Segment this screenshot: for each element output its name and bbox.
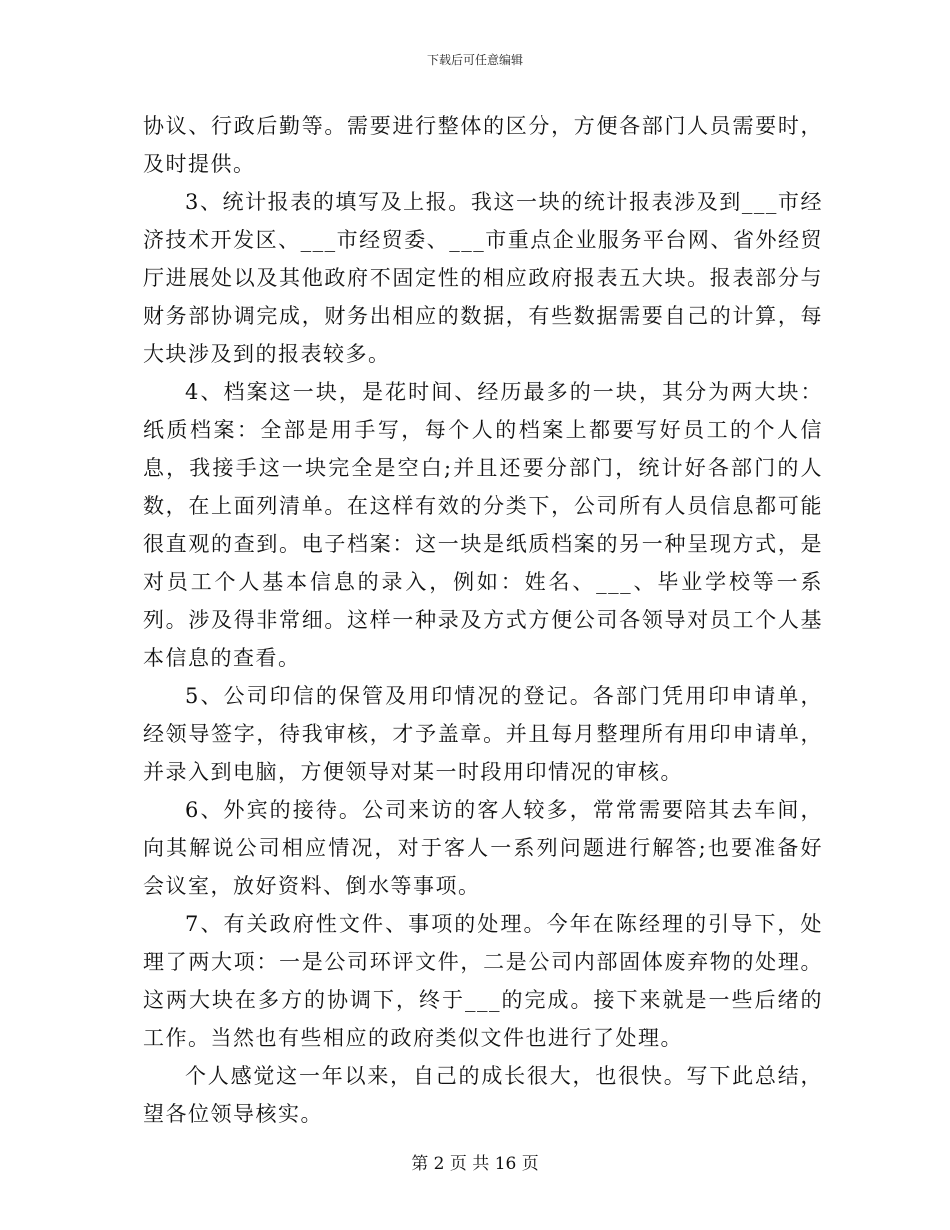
page-footer: 第 2 页 共 16 页 [411, 1154, 539, 1174]
paragraph-closing: 个人感觉这一年以来，自己的成长很大，也很快。写下此总结，望各位领导核实。 [143, 1064, 823, 1126]
paragraph-item-5: 5、公司印信的保管及用印情况的登记。各部门凭用印申请单，经领导签字，待我审核，才予盖章。并且每月整理所有用印申请单，并录入到电脑，方便领导对某一时段用印情况的审核。 [143, 684, 823, 784]
paragraph-item-7: 7、有关政府性文件、事项的处理。今年在陈经理的引导下，处理了两大项：一是公司环评文件，二是公司内部固体废弃物的处理。这两大块在多方的协调下，终于___的完成。接下来就是一些后绪的工作。当然也有些相应的政府类似文件也进行了处理。 [143, 912, 823, 1050]
page-header: 下载后可任意编辑 [426, 53, 523, 67]
paragraph-item-4: 4、档案这一块，是花时间、经历最多的一块，其分为两大块：纸质档案：全部是用手写，每个人的档案上都要写好员工的个人信息，我接手这一块完全是空白;并且还要分部门，统计好各部门的人数，在上面列清单。在这样有效的分类下，公司所有人员信息都可能很直观的查到。电子档案：这一块是纸质档案的另一种呈现方式，是对员工个人基本信息的录入，例如：姓名、___、毕业学校等一系列。涉及得非常细。这样一种录及方式方便公司各领导对员工个人基本信息的查看。 [143, 380, 823, 670]
paragraph-item-3: 3、统计报表的填写及上报。我这一块的统计报表涉及到___市经济技术开发区、___市经贸委、___市重点企业服务平台网、省外经贸厅进展处以及其他政府不固定性的相应政府报表五大块。报表部分与财务部协调完成，财务出相应的数据，有些数据需要自己的计算，每大块涉及到的报表较多。 [143, 190, 823, 366]
paragraph-continuation: 协议、行政后勤等。需要进行整体的区分，方便各部门人员需要时，及时提供。 [143, 114, 823, 176]
document-body [143, 107, 823, 1133]
paragraph-item-6: 6、外宾的接待。公司来访的客人较多，常常需要陪其去车间，向其解说公司相应情况，对于客人一系列问题进行解答;也要准备好会议室，放好资料、倒水等事项。 [143, 798, 823, 898]
